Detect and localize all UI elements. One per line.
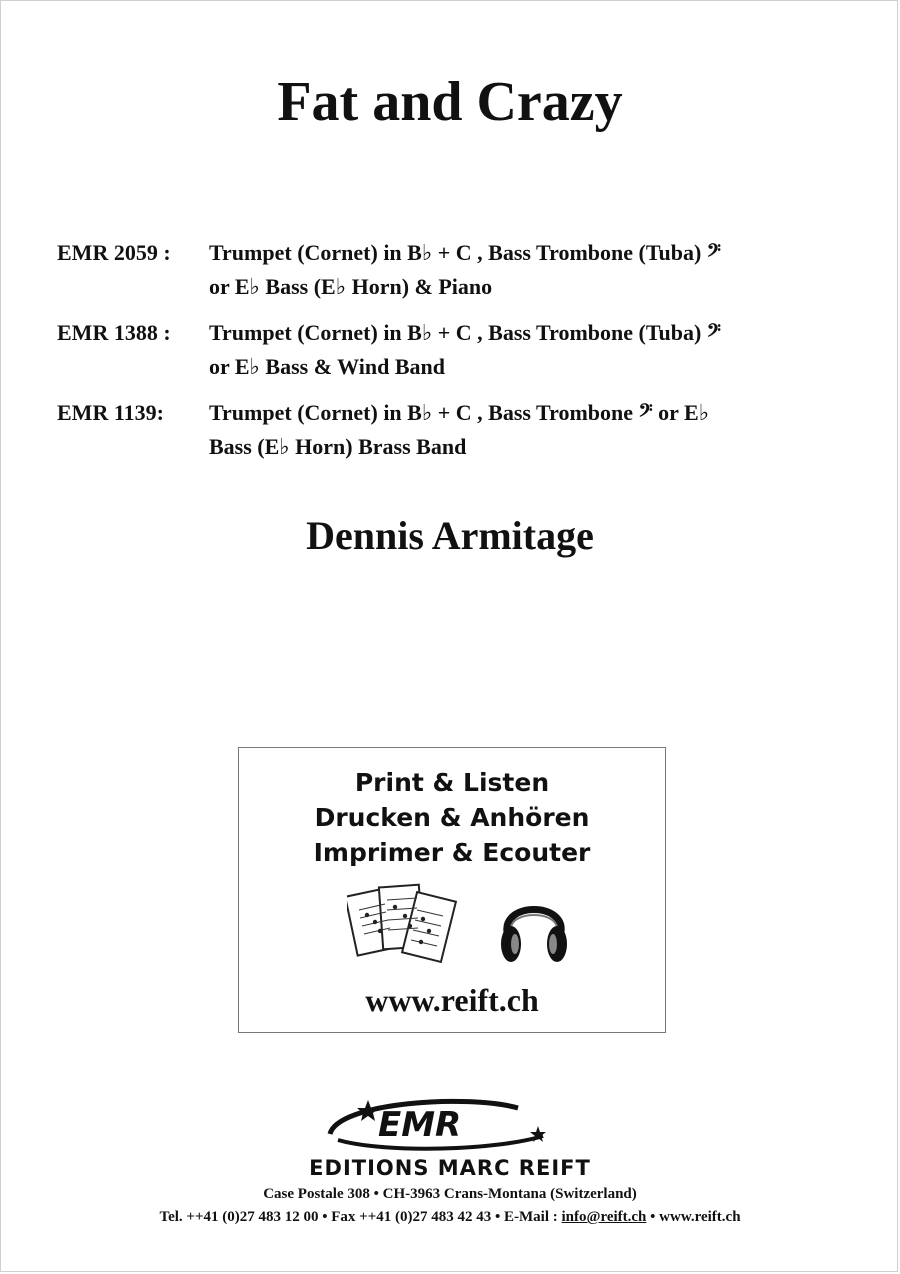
page-title: Fat and Crazy: [277, 71, 623, 133]
edition-item: [57, 316, 877, 384]
publisher-contact: [0, 1209, 900, 1226]
editions-list: [57, 236, 877, 476]
edition-item: [57, 396, 877, 464]
emr-logo: [318, 1092, 558, 1154]
publisher-name: EDITIONS MARC REIFT: [309, 1156, 591, 1180]
composer-name: Dennis Armitage: [306, 513, 594, 558]
sheet-music-icon: [347, 882, 462, 968]
promo-line-drucken: Drucken & Anhören: [314, 803, 590, 832]
edition-code: EMR 2059 :: [57, 240, 171, 265]
promo-line-print-listen: Print & Listen: [354, 768, 550, 797]
edition-line: Trumpet (Cornet) in B♭ + C , Bass Trombone (Tuba) 𝄢: [209, 320, 721, 345]
print-listen-box[interactable]: [238, 747, 666, 1033]
promo-website[interactable]: www.reift.ch: [365, 982, 539, 1018]
edition-code: EMR 1388 :: [57, 320, 171, 345]
promo-line-imprimer: Imprimer & Ecouter: [313, 838, 591, 867]
edition-line: or E♭ Bass (E♭ Horn) & Piano: [209, 274, 493, 299]
edition-item: [57, 236, 877, 304]
edition-code: EMR 1139:: [57, 400, 164, 425]
edition-description: [209, 236, 877, 304]
email-link[interactable]: info@reift.ch: [561, 1209, 647, 1225]
headphones-icon: [497, 884, 571, 968]
tel-fax: Tel. ++41 (0)27 483 12 00 • Fax ++41 (0)27 483 42 43 • E-Mail :: [159, 1209, 562, 1225]
edition-description: [209, 396, 877, 464]
svg-text:EMR: EMR: [378, 1105, 462, 1145]
edition-line: or E♭ Bass & Wind Band: [209, 354, 445, 379]
website-link[interactable]: • www.reift.ch: [646, 1209, 741, 1225]
publisher-address: Case Postale 308 • CH-3963 Crans-Montana (Switzerland): [263, 1186, 637, 1202]
edition-line: Trumpet (Cornet) in B♭ + C , Bass Trombone 𝄢 or E♭: [209, 400, 710, 425]
edition-line: Trumpet (Cornet) in B♭ + C , Bass Trombone (Tuba) 𝄢: [209, 240, 721, 265]
edition-line: Bass (E♭ Horn) Brass Band: [209, 434, 467, 459]
edition-description: [209, 316, 877, 384]
